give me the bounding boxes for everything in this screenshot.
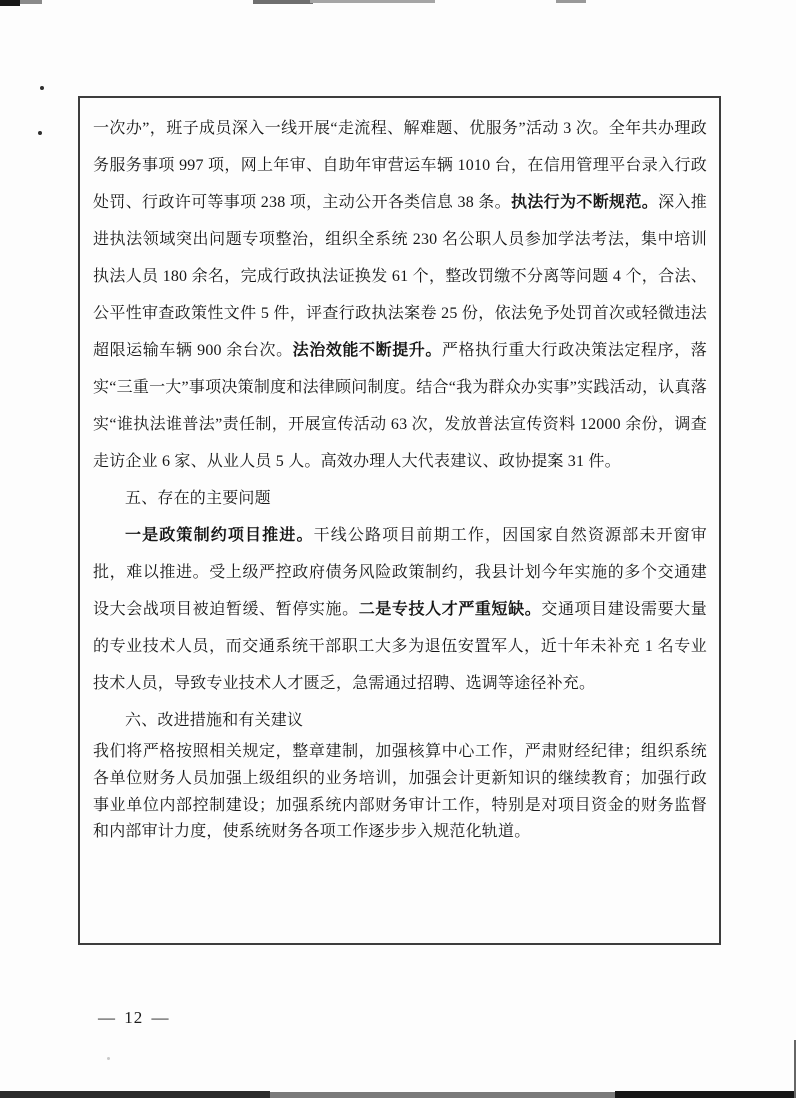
document-border-box [78, 96, 721, 945]
text-run: 我们将严格按照相关规定，整章建制，加强核算中心工作，严肃财经纪律；组织系统各单位财务人员加强上级组织的业务培训，加强会计更新知识的继续教育；加强行政事业单位内部控制建设；加强系统内部财务审计工作，特别是对项目资金的财务监督和内部审计力度，使系统财务各项工作逐步步入规范化轨道。 [93, 743, 707, 841]
text-run: 深入推进执法领域突出问题专项整治，组织全系统 230 名公职人员参加学法考法，集中培训执法人员 180 余名，完成行政执法证换发 61 个，整改罚缴不分离等问题 4 个，合法、公平性审查政策性文件 5 件，评查行政执法案卷 25 份，依法免予处罚首次或轻微违法超限运输车辆 900 余台次。 [93, 194, 707, 359]
ink-speck-faint [107, 1057, 110, 1060]
scan-artifact-bottom-right [615, 1091, 796, 1098]
page-number: — 12 — [98, 1008, 170, 1027]
text-run: 六、改进措施和有关建议 [125, 712, 304, 729]
scan-artifact-bottom-left [0, 1091, 270, 1098]
paragraph [93, 517, 707, 702]
text-run: 干线公路项目前期工作，因国家自然资源部未开窗审批，难以推进。受上级严控政府债务风险政策制约，我县计划今年实施的多个交通建设大会战项目被迫暂缓、暂停实施。 [93, 527, 708, 618]
text-run: 五、存在的主要问题 [125, 490, 271, 507]
section-heading [93, 480, 707, 517]
scan-artifact-bottom-mid [270, 1092, 615, 1098]
ink-speck [40, 86, 44, 90]
scan-artifact-top-strip-dark [253, 0, 313, 4]
scan-artifact-top-strip-light [310, 0, 435, 3]
scan-artifact-top-left-gray [20, 0, 42, 4]
paragraph [93, 739, 707, 846]
ink-speck [38, 131, 42, 135]
scan-artifact-top-strip-right [556, 0, 586, 3]
emphasis-text-run: 法治效能不断提升。 [292, 342, 442, 359]
emphasis-text-run: 一是政策制约项目推进。 [125, 527, 314, 544]
paragraph [93, 110, 707, 480]
text-run: 交通项目建设需要大量的专业技术人员，而交通系统干部职工大多为退伍安置军人，近十年未补充 1 名专业技术人员，导致专业技术人才匮乏，急需通过招聘、选调等途径补充。 [93, 601, 707, 692]
text-run: 一次办”，班子成员深入一线开展“走流程、解难题、优服务”活动 3 次。全年共办理政务服务事项 997 项，网上年审、自助年审营运车辆 1010 台，在信用管理平台录入行政处罚、行政许可等事项 238 项，主动公开各类信息 38 条。 [93, 120, 707, 211]
scan-artifact-top-left [0, 0, 20, 6]
emphasis-text-run: 执法行为不断规范。 [510, 194, 659, 211]
text-run: 严格执行重大行政决策法定程序，落实“三重一大”事项决策制度和法律顾问制度。结合“我为群众办实事”实践活动，认真落实“谁执法谁普法”责任制，开展宣传活动 63 次，发放普法宣传资料 12000 余份，调查走访企业 6 家、从业人员 5 人。高效办理人大代表建议、政协提案 31 件。 [93, 342, 707, 470]
emphasis-text-run: 二是专技人才严重短缺。 [358, 601, 542, 618]
document-body [80, 98, 719, 943]
section-heading [93, 702, 707, 739]
